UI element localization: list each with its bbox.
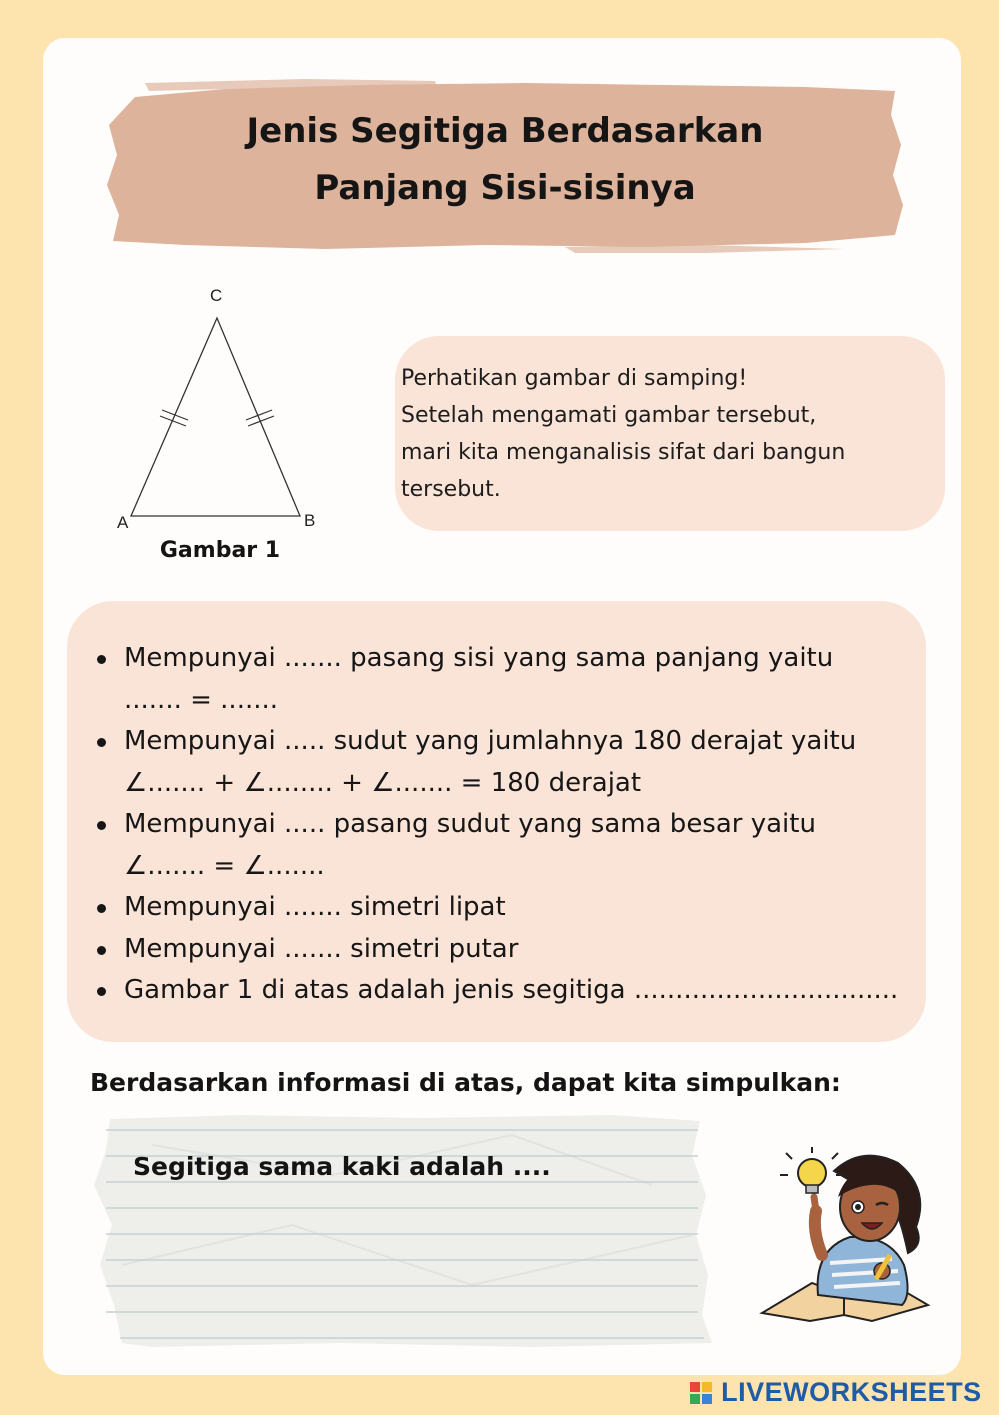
- title-line-2: Panjang Sisi-sisinya: [314, 168, 696, 208]
- instruction-line: Perhatikan gambar di samping!: [401, 366, 748, 391]
- instruction-line: Setelah mengamati gambar tersebut,: [401, 403, 817, 428]
- bullet-dot: [97, 987, 106, 996]
- figure-caption: Gambar 1: [159, 538, 281, 563]
- conclusion-heading: Berdasarkan informasi di atas, dapat kita simpulkan:: [90, 1068, 841, 1097]
- property-item: [95, 638, 925, 721]
- property-item: [95, 970, 925, 1012]
- bullet-dot: [97, 821, 106, 830]
- property-blank-line: ∠....... = ∠.......: [124, 850, 325, 881]
- property-item: [95, 804, 925, 887]
- vertex-label-b: B: [304, 511, 316, 530]
- isosceles-triangle-diagram: [100, 280, 340, 540]
- answer-prompt: Segitiga sama kaki adalah ....: [133, 1152, 551, 1181]
- lined-paper-shape: [92, 1115, 722, 1347]
- property-text: Mempunyai ....... simetri putar: [124, 933, 519, 964]
- instruction-line: mari kita menganalisis sifat dari bangun: [401, 440, 846, 465]
- instruction-text: [401, 360, 931, 508]
- property-blank-line: ....... = .......: [124, 684, 279, 715]
- vertex-label-c: C: [210, 286, 223, 305]
- title-banner: [105, 75, 905, 253]
- page-title: [105, 103, 905, 217]
- instruction-line: tersebut.: [401, 477, 501, 502]
- liveworksheets-logo[interactable]: [690, 1377, 982, 1407]
- girl-idea-illustration: [752, 1145, 932, 1325]
- bullet-dot: [97, 738, 106, 747]
- properties-box: [67, 601, 926, 1042]
- bullet-dot: [97, 904, 106, 913]
- title-line-1: Jenis Segitiga Berdasarkan: [246, 111, 764, 151]
- properties-list: [95, 638, 925, 1012]
- property-blank-line: ∠....... + ∠........ + ∠....... = 180 derajat: [124, 767, 642, 798]
- property-text: Mempunyai ..... pasang sudut yang sama besar yaitu: [124, 809, 816, 839]
- triangle-figure: [100, 280, 340, 580]
- property-item: [95, 929, 925, 971]
- property-item: [95, 887, 925, 929]
- bullet-dot: [97, 655, 106, 664]
- triangle-shape: [131, 318, 300, 516]
- liveworksheets-logo-icon: [690, 1382, 714, 1404]
- property-item: [95, 721, 925, 804]
- brand-name: LIVEWORKSHEETS: [721, 1377, 982, 1407]
- vertex-label-a: A: [117, 513, 129, 532]
- property-text: Mempunyai ....... pasang sisi yang sama panjang yaitu: [124, 643, 834, 673]
- instruction-bubble: [395, 336, 945, 531]
- bullet-dot: [97, 946, 106, 955]
- property-text: Mempunyai ....... simetri lipat: [124, 892, 506, 922]
- lined-paper-answer-area[interactable]: [92, 1115, 722, 1347]
- girl-lightbulb-icon: [752, 1145, 932, 1325]
- property-text: Gambar 1 di atas adalah jenis segitiga ................................: [124, 975, 899, 1005]
- property-text: Mempunyai ..... sudut yang jumlahnya 180 derajat yaitu: [124, 726, 857, 756]
